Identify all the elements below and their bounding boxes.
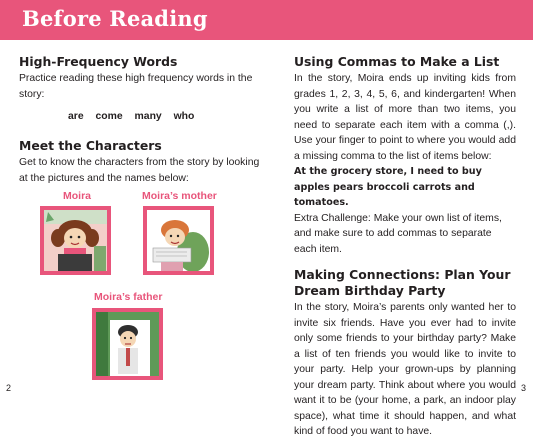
commas-heading: Using Commas to Make a List	[294, 54, 500, 69]
commas-example: At the grocery store, I need to buy apples pears broccoli carrots and tomatoes.	[294, 166, 482, 208]
character-name-mother: Moira’s mother	[142, 190, 217, 202]
connect-text: In the story, Moira’s parents only wanted her to invite six friends. Have you ever had to invite only some friends to your birthday party? Make a list of ten friends you would like to invite to your party. Help your grown-ups by planning your dream party. Think about where you would want it to be (your home, a park, an indoor play space), what time it should happen, and what kind of food you want to have.	[294, 302, 516, 437]
hf-word: are	[68, 111, 84, 122]
moira-picture	[40, 206, 111, 275]
left-column	[19, 54, 269, 102]
mother-illustration	[147, 210, 210, 271]
page-number-left: 2	[6, 383, 12, 393]
father-picture	[92, 308, 163, 380]
page-title: Before Reading	[22, 6, 208, 31]
hf-heading: High-Frequency Words	[19, 54, 178, 69]
commas-text: In the story, Moira ends up inviting kids from grades 1, 2, 3, 4, 5, 6, and kindergarten! When you write a list of more than two items, you need to separate each item with a comma (,). Use your finger to point to where you would add a missing comma to the list of items below:	[294, 73, 516, 162]
hf-word: come	[95, 111, 123, 122]
hf-word-list	[68, 111, 203, 122]
mother-picture	[143, 206, 214, 275]
connect-heading: Making Connections: Plan Your Dream Birthday Party	[294, 267, 511, 298]
hf-word: many	[134, 111, 162, 122]
header-banner	[0, 0, 533, 40]
right-column	[294, 54, 516, 440]
mc-text: Get to know the characters from the story by looking at the pictures and the names below:	[19, 157, 260, 184]
character-name-moira: Moira	[63, 190, 92, 202]
mc-heading: Meet the Characters	[19, 138, 162, 153]
father-illustration	[96, 312, 159, 376]
commas-extra: Extra Challenge: Make your own list of items, and make sure to add commas to separate each item.	[294, 212, 502, 255]
moira-illustration	[44, 210, 107, 271]
hf-word: who	[173, 111, 195, 122]
meet-characters-section	[19, 138, 269, 186]
hf-text: Practice reading these high frequency words in the story:	[19, 73, 253, 100]
page-number-right: 3	[521, 383, 527, 393]
character-name-father: Moira’s father	[94, 291, 163, 303]
